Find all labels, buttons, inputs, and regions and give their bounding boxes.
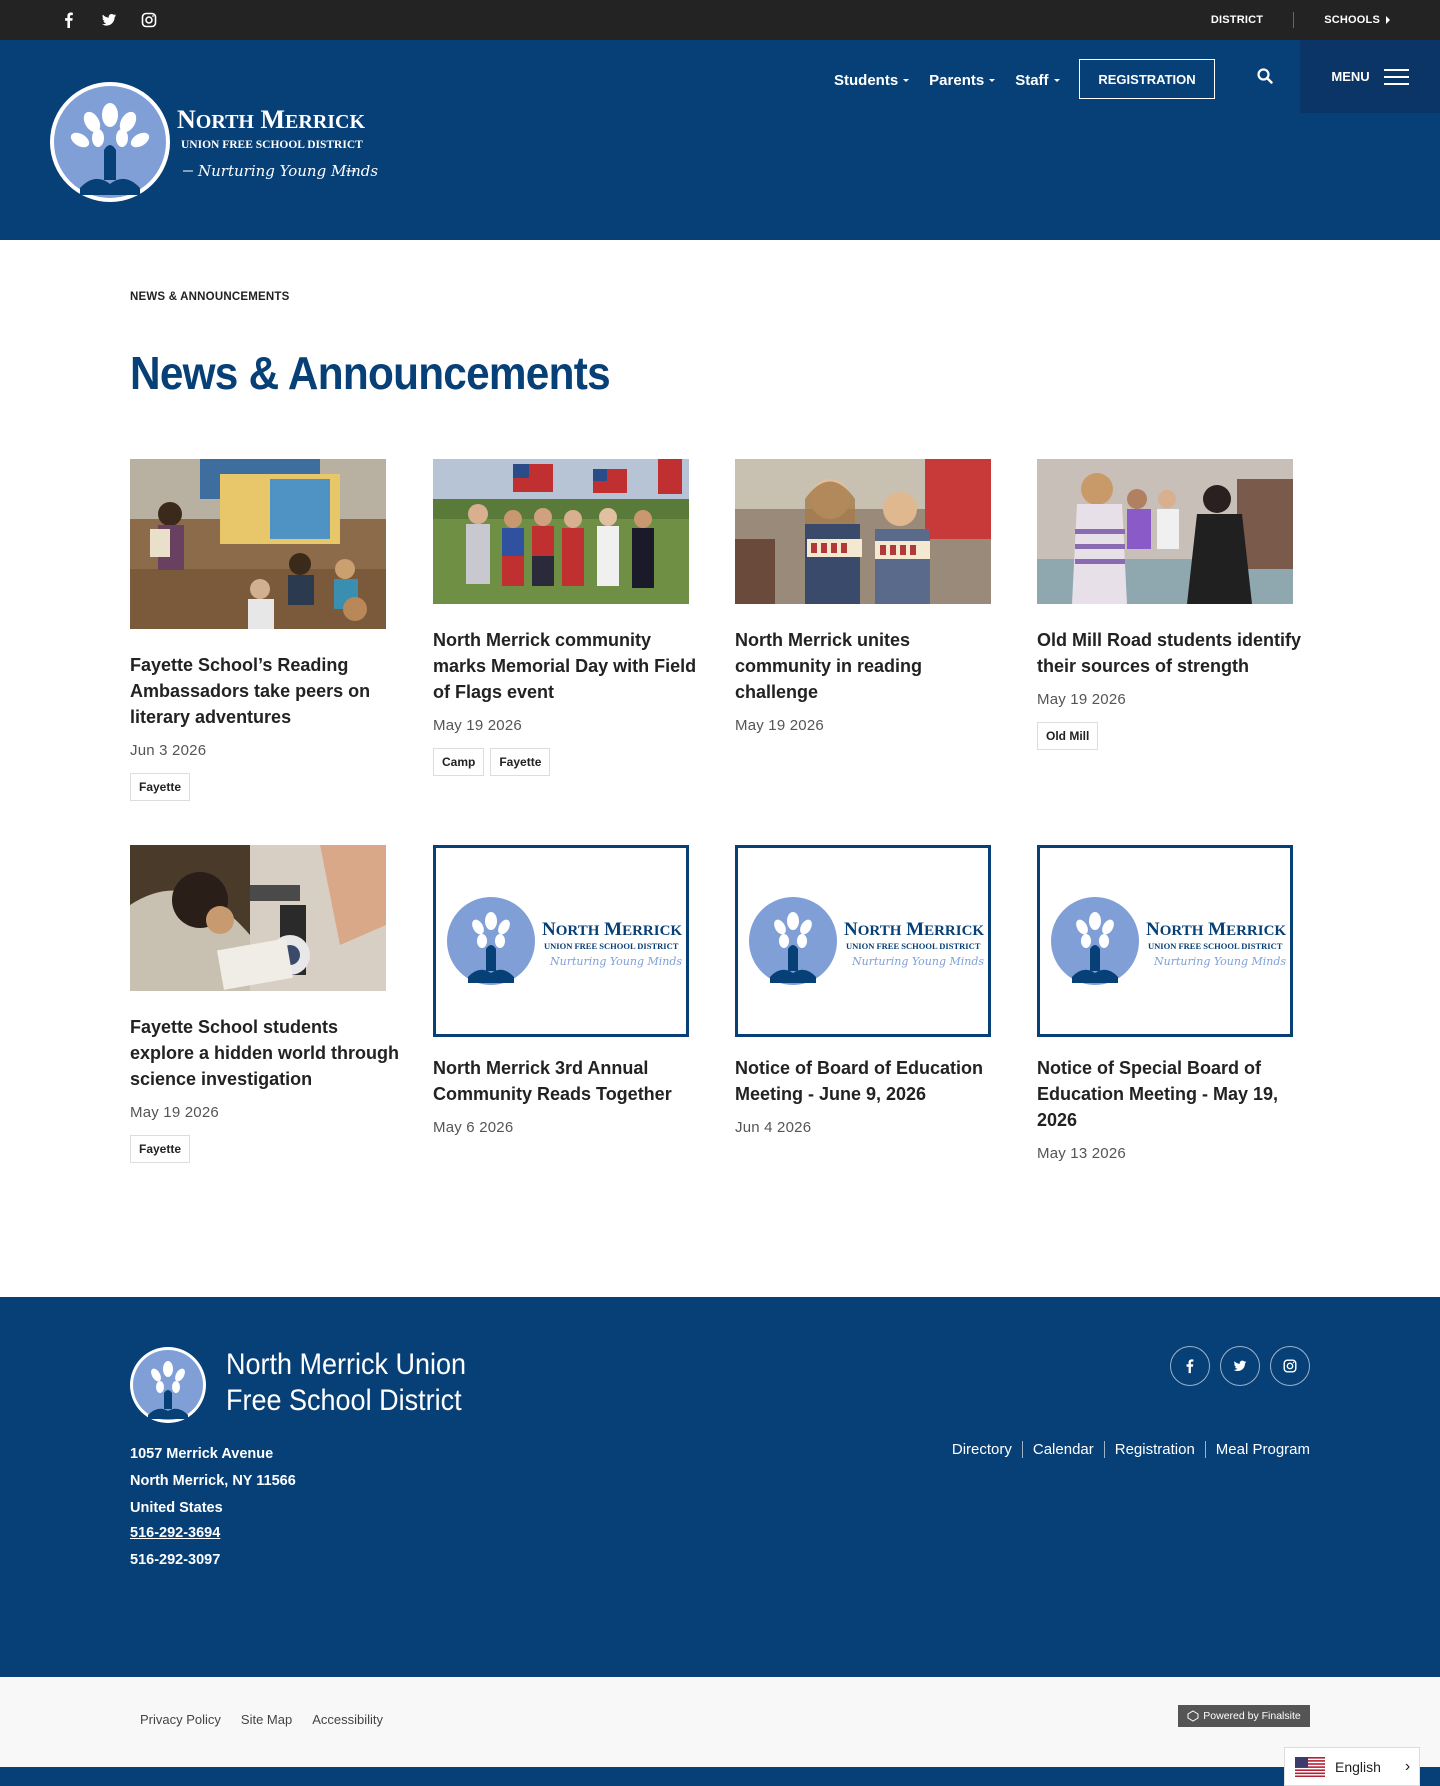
article-photo[interactable] xyxy=(433,459,689,609)
chevron-right-icon: › xyxy=(1404,1757,1411,1775)
tag-camp[interactable]: Camp xyxy=(433,748,484,776)
svg-text:Nurturing Young Minds: Nurturing Young Minds xyxy=(198,162,379,180)
article-photo[interactable] xyxy=(735,459,991,609)
instagram-icon[interactable] xyxy=(1270,1346,1310,1386)
main-nav xyxy=(834,60,1080,100)
instagram-icon[interactable] xyxy=(140,11,158,29)
article-title[interactable]: Fayette School students explore a hidden world through science investigation xyxy=(130,1017,400,1089)
footer-links xyxy=(942,1441,1310,1458)
facebook-icon[interactable] xyxy=(60,11,78,29)
language-selector[interactable] xyxy=(1284,1747,1420,1786)
language-label: English xyxy=(1335,1758,1381,1775)
district-link[interactable]: DISTRICT xyxy=(1210,14,1264,26)
svg-text:NORTH MERRICK: NORTH MERRICK xyxy=(844,919,985,940)
article-date: Jun 3 2026 xyxy=(130,742,207,759)
news-card[interactable] xyxy=(735,459,1005,734)
breadcrumb: NEWS & ANNOUNCEMENTS xyxy=(130,291,290,303)
svg-text:Nurturing Young Minds: Nurturing Young Minds xyxy=(1154,955,1287,968)
search-icon[interactable] xyxy=(1256,67,1274,85)
article-date: May 19 2026 xyxy=(735,717,824,734)
news-card[interactable] xyxy=(130,845,400,1163)
page-title: News & Announcements xyxy=(130,347,610,399)
powered-by-badge[interactable] xyxy=(1178,1705,1310,1727)
svg-text:NORTH MERRICK: NORTH MERRICK xyxy=(1146,919,1287,940)
tag-old-mill[interactable]: Old Mill xyxy=(1037,722,1098,750)
schools-label: SCHOOLS xyxy=(1324,14,1380,26)
facebook-icon[interactable] xyxy=(1170,1346,1210,1386)
news-card[interactable] xyxy=(1037,845,1307,1162)
footer-link-calendar[interactable]: Calendar xyxy=(1022,1441,1104,1458)
article-photo[interactable] xyxy=(130,845,386,996)
svg-text:UNION FREE SCHOOL DISTRICT: UNION FREE SCHOOL DISTRICT xyxy=(544,941,679,951)
article-logo-placeholder[interactable] xyxy=(433,845,689,1037)
registration-button[interactable]: REGISTRATION xyxy=(1079,59,1215,99)
article-title[interactable]: North Merrick 3rd Annual Community Reads Together xyxy=(433,1058,672,1104)
article-title[interactable]: North Merrick unites community in reading challenge xyxy=(735,630,923,702)
address-line-1: 1057 Merrick Avenue xyxy=(130,1446,274,1462)
svg-text:UNION FREE SCHOOL DISTRICT: UNION FREE SCHOOL DISTRICT xyxy=(846,941,981,951)
nav-parents[interactable]: Parents xyxy=(929,72,995,89)
svg-text:UNION FREE SCHOOL DISTRICT: UNION FREE SCHOOL DISTRICT xyxy=(1148,941,1283,951)
district-logo[interactable] xyxy=(50,80,379,200)
article-date: May 19 2026 xyxy=(433,717,522,734)
article-photo[interactable] xyxy=(1037,459,1293,609)
top-utility-bar xyxy=(0,0,1440,40)
footer-logo[interactable] xyxy=(130,1347,206,1423)
footer-link-registration[interactable]: Registration xyxy=(1104,1441,1205,1458)
news-card[interactable] xyxy=(433,845,703,1136)
tag-fayette[interactable]: Fayette xyxy=(490,748,550,776)
privacy-policy-link[interactable]: Privacy Policy xyxy=(140,1712,221,1727)
site-map-link[interactable]: Site Map xyxy=(240,1712,293,1727)
article-tags xyxy=(433,748,703,776)
phone-link[interactable]: 516-292-3694 xyxy=(130,1525,221,1541)
article-tags xyxy=(130,1135,400,1163)
schools-link[interactable] xyxy=(1324,14,1390,26)
news-card[interactable] xyxy=(433,459,703,776)
svg-text:NORTH MERRICK: NORTH MERRICK xyxy=(542,919,683,940)
article-title[interactable]: Old Mill Road students identify their sources of strength xyxy=(1037,630,1302,676)
site-header xyxy=(0,40,1440,240)
legal-links xyxy=(140,1712,383,1727)
finalsite-icon xyxy=(1187,1710,1199,1722)
article-title[interactable]: Notice of Special Board of Education Meeting - May 19, 2026 xyxy=(1037,1058,1279,1130)
us-flag-icon xyxy=(1295,1757,1325,1777)
top-utility-links xyxy=(1211,0,1390,40)
nav-students[interactable]: Students xyxy=(834,72,909,89)
nav-staff[interactable]: Staff xyxy=(1015,72,1059,89)
article-title[interactable]: Fayette School’s Reading Ambassadors take peers on literary adventures xyxy=(130,655,371,727)
tag-fayette[interactable]: Fayette xyxy=(130,1135,190,1163)
news-card[interactable] xyxy=(735,845,1005,1136)
footer-address xyxy=(130,1441,296,1576)
footer-link-meal-program[interactable]: Meal Program xyxy=(1205,1441,1310,1458)
article-date: May 13 2026 xyxy=(1037,1145,1126,1162)
svg-text:Nurturing Young Minds: Nurturing Young Minds xyxy=(550,955,683,968)
divider xyxy=(1293,12,1294,28)
menu-button[interactable] xyxy=(1300,40,1440,113)
hamburger-icon xyxy=(1384,69,1409,85)
article-photo[interactable] xyxy=(130,459,386,634)
article-logo-placeholder[interactable] xyxy=(1037,845,1293,1037)
svg-text:UNION FREE SCHOOL DISTRICT: UNION FREE SCHOOL DISTRICT xyxy=(181,139,363,151)
fax-number: 516-292-3097 xyxy=(130,1552,221,1568)
article-date: Jun 4 2026 xyxy=(735,1119,812,1136)
twitter-icon[interactable] xyxy=(1220,1346,1260,1386)
article-logo-placeholder[interactable] xyxy=(735,845,991,1037)
powered-by-label: Powered by Finalsite xyxy=(1203,1710,1301,1722)
article-date: May 19 2026 xyxy=(130,1104,219,1121)
news-card[interactable] xyxy=(1037,459,1307,750)
twitter-icon[interactable] xyxy=(100,11,118,29)
caret-right-icon xyxy=(1386,16,1390,24)
tag-fayette[interactable]: Fayette xyxy=(130,773,190,801)
footer-district-name: North Merrick Union Free School District xyxy=(226,1348,467,1417)
address-line-2: North Merrick, NY 11566 xyxy=(130,1473,296,1489)
footer-social xyxy=(1170,1346,1310,1386)
top-social-links xyxy=(60,11,158,29)
site-footer xyxy=(0,1297,1440,1677)
accessibility-link[interactable]: Accessibility xyxy=(312,1712,384,1727)
article-date: May 19 2026 xyxy=(1037,691,1126,708)
bottom-accent-bar xyxy=(0,1767,1440,1786)
svg-text:Nurturing Young Minds: Nurturing Young Minds xyxy=(852,955,985,968)
menu-label: MENU xyxy=(1331,69,1370,84)
footer-link-directory[interactable]: Directory xyxy=(951,1441,1012,1458)
article-tags xyxy=(1037,722,1307,750)
news-card[interactable] xyxy=(130,459,400,801)
bottom-bar xyxy=(0,1677,1440,1767)
article-tags xyxy=(130,773,400,801)
article-title[interactable]: Notice of Board of Education Meeting - June 9, 2026 xyxy=(735,1058,984,1104)
article-title[interactable]: North Merrick community marks Memorial Day with Field of Flags event xyxy=(433,630,697,702)
article-date: May 6 2026 xyxy=(433,1119,514,1136)
address-country: United States xyxy=(130,1500,223,1516)
svg-text:NORTH MERRICK: NORTH MERRICK xyxy=(177,105,366,134)
